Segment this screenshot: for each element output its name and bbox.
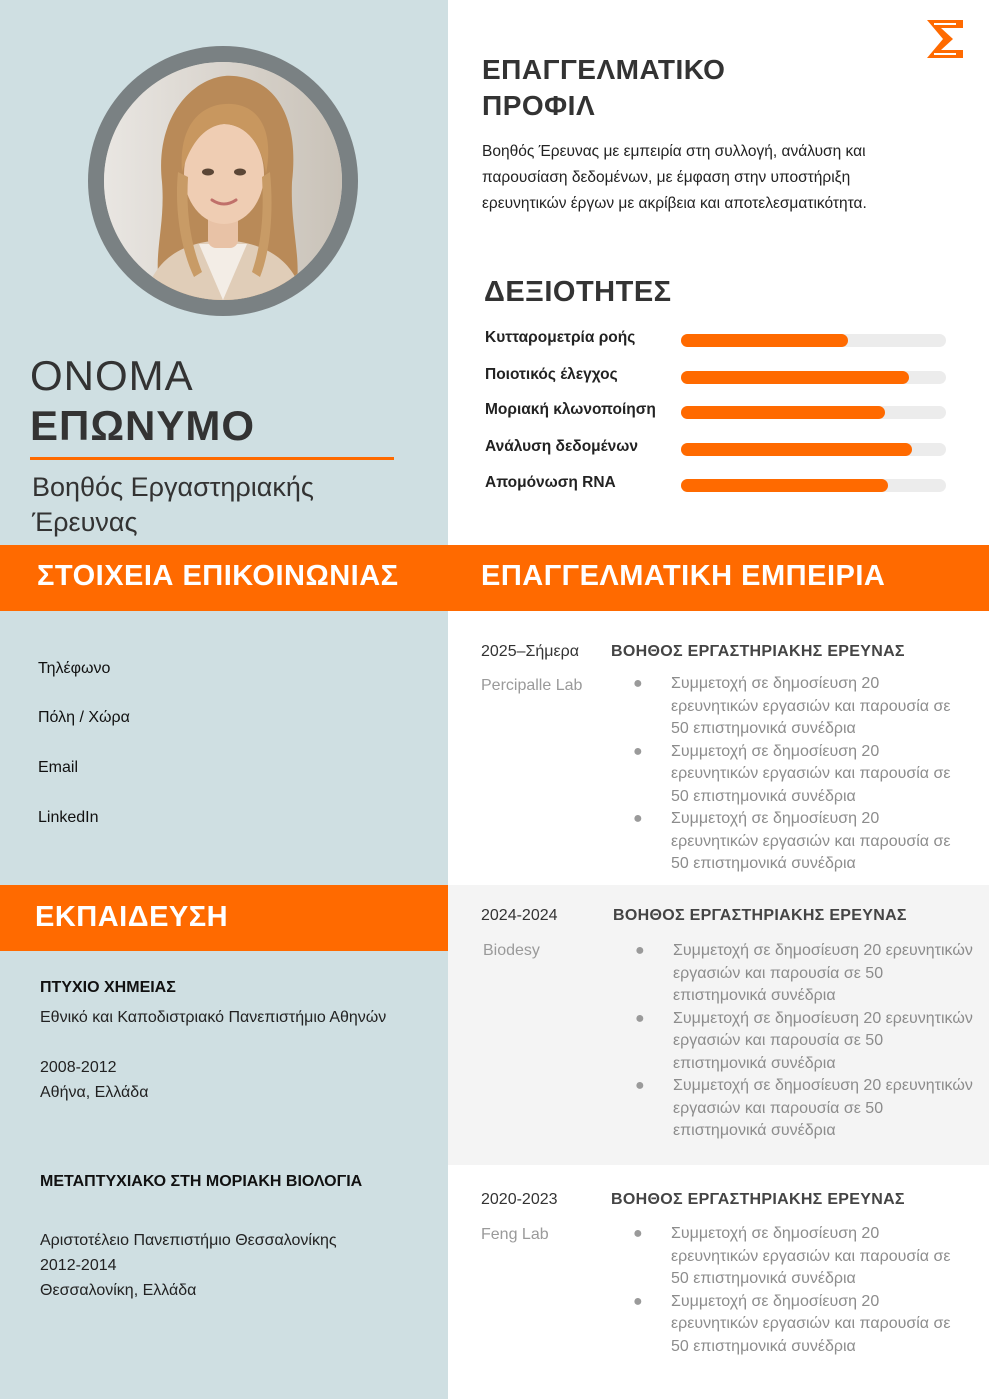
bullet-dot-icon: ● bbox=[635, 942, 645, 959]
bullet-text: Συμμετοχή σε δημοσίευση 20 ερευνητικών εργασιών και παρουσία σε 50 επιστημονικά συνέδρια bbox=[673, 942, 973, 1004]
contact-linkedin[interactable]: LinkedIn bbox=[38, 809, 99, 826]
contact-heading: ΣΤΟΙΧΕΙΑ ΕΠΙΚΟΙΝΩΝΙΑΣ bbox=[37, 560, 399, 592]
name-divider bbox=[30, 457, 394, 460]
list-item bbox=[635, 940, 978, 1008]
contact-email[interactable]: Email bbox=[38, 759, 79, 776]
skill-label: Κυτταρομετρία ροής bbox=[485, 329, 636, 346]
skill-row bbox=[485, 366, 947, 386]
education-years: 2008-2012 bbox=[40, 1059, 117, 1076]
bullet-text: Συμμετοχή σε δημοσίευση 20 ερευνητικών εργασιών και παρουσία σε 50 επιστημονικά συνέδρια bbox=[671, 810, 951, 872]
list-item bbox=[633, 741, 961, 809]
experience-bullets bbox=[633, 1223, 961, 1358]
skill-bar-track bbox=[681, 406, 946, 419]
skill-bar-fill bbox=[681, 479, 888, 492]
bullet-text: Συμμετοχή σε δημοσίευση 20 ερευνητικών εργασιών και παρουσία σε 50 επιστημονικά συνέδρια bbox=[671, 675, 951, 737]
experience-company: Feng Lab bbox=[481, 1226, 549, 1243]
experience-date: 2025–Σήμερα bbox=[481, 643, 579, 660]
bullet-dot-icon: ● bbox=[633, 810, 643, 827]
education-degree: ΠΤΥΧΙΟ ΧΗΜΕΙΑΣ bbox=[40, 979, 176, 996]
education-band bbox=[0, 885, 448, 951]
bullet-dot-icon: ● bbox=[635, 1009, 645, 1027]
list-item bbox=[635, 1008, 978, 1076]
skill-bar-fill bbox=[681, 443, 912, 456]
skill-bar-track bbox=[681, 479, 946, 492]
education-location: Αθήνα, Ελλάδα bbox=[40, 1084, 149, 1101]
education-degree: ΜΕΤΑΠΤΥΧΙΑΚΟ ΣΤΗ ΜΟΡΙΑΚΗ ΒΙΟΛΟΓΙΑ bbox=[40, 1173, 363, 1190]
list-item bbox=[633, 1291, 961, 1359]
section-band bbox=[0, 545, 989, 611]
list-item bbox=[633, 1223, 961, 1291]
skill-bar-fill bbox=[681, 334, 848, 347]
experience-entry bbox=[448, 885, 989, 1165]
profile-summary: Βοηθός Έρευνας με εμπειρία στη συλλογή, ανάλυση και παρουσίαση δεδομένων, με έμφαση στην υποστήριξη ερευνητικών έργων με ακρίβεια και αποτελεσματικότητα. bbox=[482, 143, 867, 212]
skill-bar-fill bbox=[681, 406, 885, 419]
skill-row bbox=[485, 401, 947, 421]
skill-row bbox=[485, 474, 947, 494]
bullet-dot-icon: ● bbox=[633, 1292, 643, 1310]
bullet-text: Συμμετοχή σε δημοσίευση 20 ερευνητικών εργασιών και παρουσία σε 50 επιστημονικά συνέδρια bbox=[673, 1009, 973, 1072]
hourglass-logo-icon bbox=[925, 18, 965, 60]
experience-date: 2024-2024 bbox=[481, 907, 558, 924]
skills-heading: ΔΕΞΙΟΤΗΤΕΣ bbox=[484, 276, 672, 308]
skill-label: Απομόνωση RNA bbox=[485, 474, 616, 491]
bullet-text: Συμμετοχή σε δημοσίευση 20 ερευνητικών εργασιών και παρουσία σε 50 επιστημονικά συνέδρια bbox=[671, 1225, 951, 1287]
skill-bar-track bbox=[681, 371, 946, 384]
experience-bullets bbox=[635, 940, 978, 1143]
bullet-text: Συμμετοχή σε δημοσίευση 20 ερευνητικών εργασιών και παρουσία σε 50 επιστημονικά συνέδρια bbox=[673, 1077, 973, 1139]
profile-photo bbox=[104, 62, 342, 300]
first-name: ΟΝΟΜΑ bbox=[30, 352, 194, 399]
skill-bar-fill bbox=[681, 371, 909, 384]
list-item bbox=[635, 1075, 978, 1143]
education-years: 2012-2014 bbox=[40, 1257, 117, 1274]
job-title: Βοηθός Εργαστηριακής Έρευνας bbox=[32, 472, 314, 537]
profile-heading bbox=[482, 52, 725, 124]
education-school: Αριστοτέλειο Πανεπιστήμιο Θεσσαλονίκης bbox=[40, 1232, 337, 1249]
bullet-dot-icon: ● bbox=[633, 1225, 643, 1242]
skill-label: Μοριακή κλωνοποίηση bbox=[485, 401, 656, 418]
list-item bbox=[633, 673, 961, 741]
experience-entry bbox=[448, 1165, 989, 1399]
experience-bullets bbox=[633, 673, 961, 876]
experience-title: ΒΟΗΘΟΣ ΕΡΓΑΣΤΗΡΙΑΚΗΣ ΕΡΕΥΝΑΣ bbox=[611, 1191, 905, 1208]
bullet-dot-icon: ● bbox=[633, 742, 643, 760]
experience-company: Percipalle Lab bbox=[481, 677, 583, 694]
skill-bar-track bbox=[681, 334, 946, 347]
bullet-dot-icon: ● bbox=[633, 675, 643, 692]
contact-location: Πόλη / Χώρα bbox=[38, 709, 130, 726]
education-heading: ΕΚΠΑΙΔΕΥΣΗ bbox=[35, 901, 229, 933]
skill-row bbox=[485, 438, 947, 458]
experience-company: Biodesy bbox=[483, 942, 540, 959]
education-school: Εθνικό και Καποδιστριακό Πανεπιστήμιο Αθηνών bbox=[40, 1009, 387, 1026]
skill-label: Ποιοτικός έλεγχος bbox=[485, 366, 618, 383]
education-location: Θεσσαλονίκη, Ελλάδα bbox=[40, 1282, 197, 1299]
profile-heading-line2: ΠΡΟΦΙΛ bbox=[482, 90, 596, 121]
skill-row bbox=[485, 329, 947, 349]
list-item bbox=[633, 808, 961, 876]
contact-phone[interactable]: Τηλέφωνο bbox=[38, 660, 111, 677]
bullet-dot-icon: ● bbox=[635, 1077, 645, 1094]
experience-title: ΒΟΗΘΟΣ ΕΡΓΑΣΤΗΡΙΑΚΗΣ ΕΡΕΥΝΑΣ bbox=[611, 643, 905, 660]
skill-label: Ανάλυση δεδομένων bbox=[485, 438, 638, 455]
experience-title: ΒΟΗΘΟΣ ΕΡΓΑΣΤΗΡΙΑΚΗΣ ΕΡΕΥΝΑΣ bbox=[613, 907, 907, 924]
last-name: ΕΠΩΝΥΜΟ bbox=[30, 402, 256, 449]
profile-heading-line1: ΕΠΑΓΓΕΛΜΑΤΙΚΟ bbox=[482, 54, 726, 85]
skill-bar-track bbox=[681, 443, 946, 456]
experience-heading: ΕΠΑΓΓΕΛΜΑΤΙΚΗ ΕΜΠΕΙΡΙΑ bbox=[481, 560, 886, 592]
bullet-text: Συμμετοχή σε δημοσίευση 20 ερευνητικών εργασιών και παρουσία σε 50 επιστημονικά συνέδρια bbox=[671, 742, 951, 805]
experience-date: 2020-2023 bbox=[481, 1191, 558, 1208]
bullet-text: Συμμετοχή σε δημοσίευση 20 ερευνητικών εργασιών και παρουσία σε 50 επιστημονικά συνέδρια bbox=[671, 1292, 951, 1355]
experience-entry bbox=[448, 612, 989, 885]
